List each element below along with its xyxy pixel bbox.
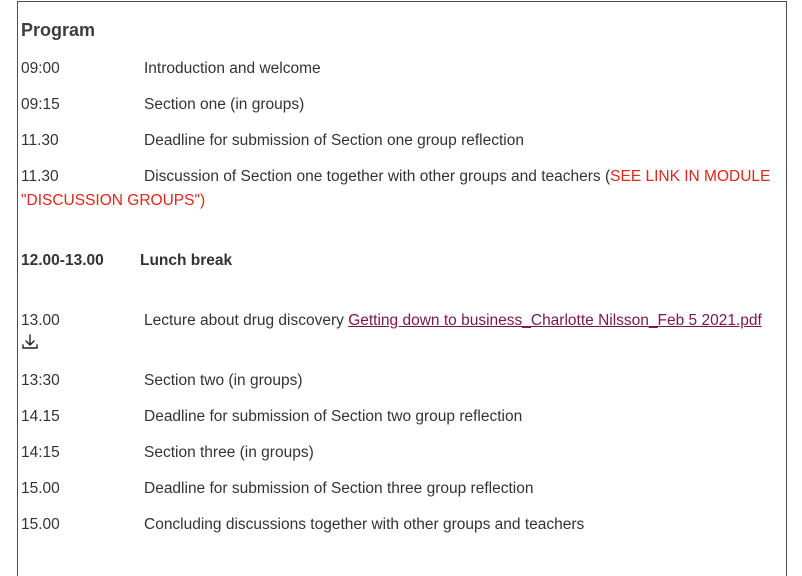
description-text: Lecture about drug discovery bbox=[144, 312, 349, 329]
schedule-time: 15.00 bbox=[21, 516, 60, 533]
schedule-description: Deadline for submission of Section three group reflection bbox=[144, 480, 534, 497]
highlight-text-continued: "DISCUSSION GROUPS") bbox=[21, 192, 206, 209]
schedule-row bbox=[21, 309, 783, 357]
pdf-file-link[interactable]: Getting down to business_Charlotte Nilsson_Feb 5 2021.pdf bbox=[348, 312, 762, 329]
schedule-description: Section three (in groups) bbox=[144, 444, 314, 461]
schedule-description: Concluding discussions together with other groups and teachers bbox=[144, 516, 585, 533]
highlight-text: SEE LINK IN MODULE bbox=[610, 168, 771, 185]
schedule-time: 11.30 bbox=[21, 132, 59, 149]
schedule-description: Section one (in groups) bbox=[144, 96, 305, 113]
schedule-time: 09:00 bbox=[21, 60, 60, 77]
schedule-time: 12.00-13.00 bbox=[21, 252, 104, 269]
schedule-description: Lunch break bbox=[140, 252, 233, 269]
schedule-time: 14:15 bbox=[21, 444, 60, 461]
program-heading: Program bbox=[21, 20, 96, 40]
schedule-description bbox=[144, 309, 762, 333]
schedule-time: 15.00 bbox=[21, 480, 60, 497]
schedule-description bbox=[144, 165, 770, 189]
download-icon[interactable] bbox=[21, 333, 39, 351]
schedule-description: Introduction and welcome bbox=[144, 60, 321, 77]
schedule-time: 11.30 bbox=[21, 168, 59, 185]
schedule-time: 13.00 bbox=[21, 312, 60, 329]
schedule-description: Section two (in groups) bbox=[144, 372, 303, 389]
schedule-row bbox=[21, 165, 783, 213]
schedule-description: Deadline for submission of Section two group reflection bbox=[144, 408, 523, 425]
schedule-time: 13:30 bbox=[21, 372, 60, 389]
description-text: Discussion of Section one together with other groups and teachers ( bbox=[144, 168, 611, 185]
schedule-time: 09:15 bbox=[21, 96, 60, 113]
schedule-description: Deadline for submission of Section one group reflection bbox=[144, 132, 524, 149]
schedule-time: 14.15 bbox=[21, 408, 60, 425]
